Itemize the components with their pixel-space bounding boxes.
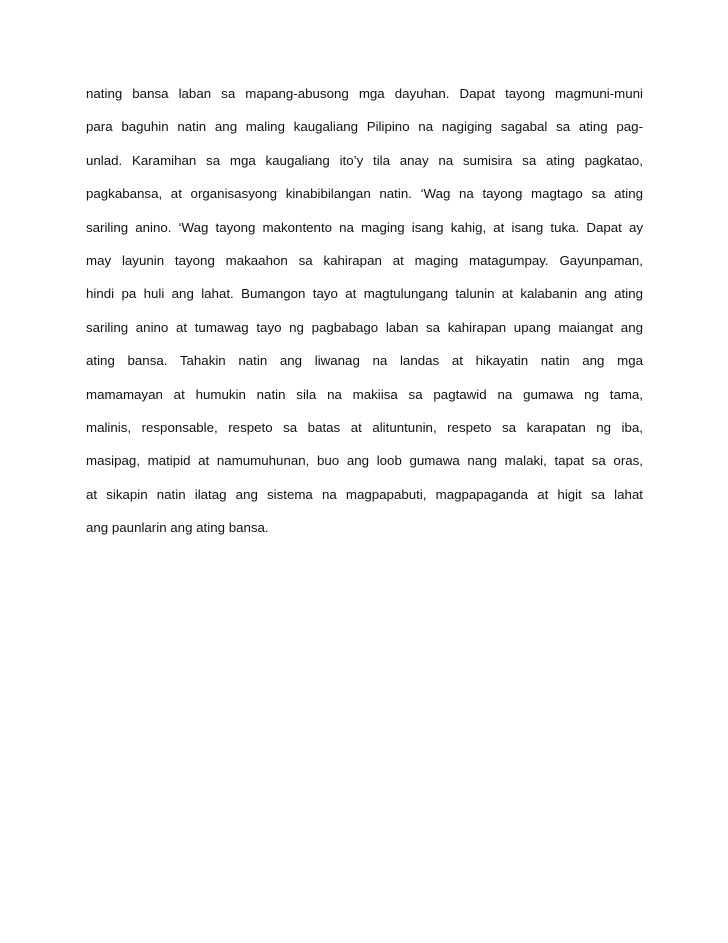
paragraph-line-7: hindi pa huli ang lahat. Bumangon tayo at magtulungang talunin at kalabanin ang ating xyxy=(86,286,643,302)
paragraph-line-3: unlad. Karamihan sa mga kaugaliang ito’y tila anay na sumisira sa ating pagkatao, xyxy=(86,152,643,168)
paragraph-line-9: ating bansa. Tahakin natin ang liwanag na landas at hikayatin natin ang mga xyxy=(86,353,643,369)
paragraph-line-11: malinis, responsable, respeto sa batas at alituntunin, respeto sa karapatan ng iba, xyxy=(86,419,643,435)
paragraph-line-1: nating bansa laban sa mapang-abusong mga dayuhan. Dapat tayong magmuni-muni xyxy=(86,86,643,101)
paragraph-line-8: sariling anino at tumawag tayo ng pagbabago laban sa kahirapan upang maiangat ang xyxy=(86,319,643,335)
paragraph-line-5: sariling anino. ‘Wag tayong makontento na maging isang kahig, at isang tuka. Dapat ay xyxy=(86,219,643,235)
paragraph-line-13: at sikapin natin ilatag ang sistema na magpapabuti, magpapaganda at higit sa lahat xyxy=(86,486,643,502)
body-paragraph xyxy=(86,84,643,551)
paragraph-line-10: mamamayan at humukin natin sila na makiisa sa pagtawid na gumawa ng tama, xyxy=(86,386,643,402)
paragraph-line-14: ang paunlarin ang ating bansa. xyxy=(86,520,269,536)
paragraph-line-4: pagkabansa, at organisasyong kinabibilangan natin. ‘Wag na tayong magtago sa ating xyxy=(86,186,643,202)
paragraph-line-12: masipag, matipid at namumuhunan, buo ang loob gumawa nang malaki, tapat sa oras, xyxy=(86,453,643,469)
paragraph-line-6: may layunin tayong makaahon sa kahirapan at maging matagumpay. Gayunpaman, xyxy=(86,252,643,268)
paragraph-line-2: para baguhin natin ang maling kaugaliang Pilipino na nagiging sagabal sa ating pag- xyxy=(86,119,643,135)
